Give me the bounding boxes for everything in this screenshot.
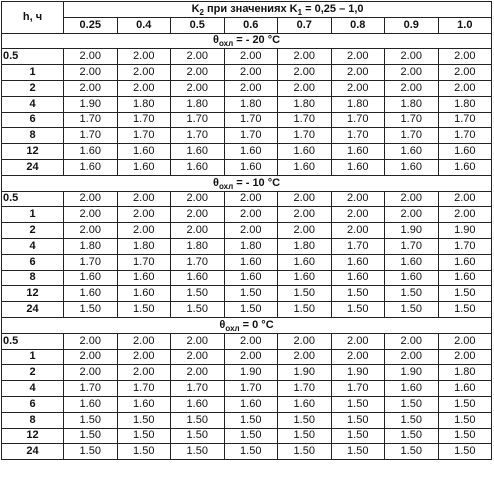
value-cell: 1.50 xyxy=(385,396,439,412)
value-cell: 2.00 xyxy=(385,49,439,65)
value-cell: 1.80 xyxy=(64,238,118,254)
k1-header-cell: 0.9 xyxy=(385,17,439,33)
value-cell: 2.00 xyxy=(385,80,439,96)
value-cell: 1.50 xyxy=(385,302,439,318)
value-cell: 1.80 xyxy=(224,238,278,254)
table-row xyxy=(2,286,492,302)
section-header-row xyxy=(2,33,492,49)
h-value-cell: 6 xyxy=(2,254,64,270)
value-cell: 1.70 xyxy=(224,381,278,397)
table-row xyxy=(2,191,492,207)
value-cell: 1.50 xyxy=(171,428,225,444)
h-value-cell: 1 xyxy=(2,349,64,365)
value-cell: 1.50 xyxy=(117,412,171,428)
value-cell: 2.00 xyxy=(385,333,439,349)
value-cell: 1.50 xyxy=(385,286,439,302)
value-cell: 1.90 xyxy=(278,365,332,381)
value-cell: 2.00 xyxy=(385,65,439,81)
value-cell: 1.50 xyxy=(117,302,171,318)
value-cell: 1.50 xyxy=(224,286,278,302)
value-cell: 1.60 xyxy=(64,286,118,302)
table-row xyxy=(2,96,492,112)
value-cell: 1.60 xyxy=(278,144,332,160)
value-cell: 1.50 xyxy=(438,412,492,428)
value-cell: 2.00 xyxy=(331,223,385,239)
value-cell: 1.60 xyxy=(385,270,439,286)
table-row xyxy=(2,302,492,318)
h-value-cell: 24 xyxy=(2,302,64,318)
value-cell: 1.80 xyxy=(117,238,171,254)
k1-header-cell: 0.6 xyxy=(224,17,278,33)
value-cell: 1.50 xyxy=(331,428,385,444)
value-cell: 2.00 xyxy=(171,207,225,223)
h-value-cell: 2 xyxy=(2,80,64,96)
value-cell: 2.00 xyxy=(64,223,118,239)
value-cell: 2.00 xyxy=(438,65,492,81)
h-value-cell: 6 xyxy=(2,396,64,412)
value-cell: 2.00 xyxy=(224,80,278,96)
value-cell: 1.50 xyxy=(117,428,171,444)
theta-symbol: θ xyxy=(213,176,219,189)
value-cell: 1.70 xyxy=(171,128,225,144)
table-row xyxy=(2,207,492,223)
table-body xyxy=(2,33,492,460)
value-cell: 1.70 xyxy=(117,128,171,144)
value-cell: 2.00 xyxy=(117,349,171,365)
title-k1-sub: 1 xyxy=(297,8,303,18)
value-cell: 2.00 xyxy=(278,49,332,65)
value-cell: 2.00 xyxy=(331,349,385,365)
value-cell: 1.60 xyxy=(385,254,439,270)
value-cell: 1.50 xyxy=(224,412,278,428)
value-cell: 1.70 xyxy=(64,112,118,128)
value-cell: 1.70 xyxy=(438,128,492,144)
theta-symbol: θ xyxy=(213,34,219,47)
value-cell: 2.00 xyxy=(224,333,278,349)
value-cell: 1.50 xyxy=(278,286,332,302)
value-cell: 1.70 xyxy=(64,381,118,397)
h-value-cell: 12 xyxy=(2,144,64,160)
value-cell: 1.60 xyxy=(385,144,439,160)
value-cell: 1.50 xyxy=(171,302,225,318)
value-cell: 2.00 xyxy=(117,80,171,96)
value-cell: 1.60 xyxy=(438,159,492,175)
table-row xyxy=(2,333,492,349)
h-value-cell: 1 xyxy=(2,207,64,223)
table-row xyxy=(2,365,492,381)
h-value-cell: 0.5 xyxy=(2,333,64,349)
value-cell: 1.50 xyxy=(385,444,439,460)
value-cell: 1.60 xyxy=(331,159,385,175)
value-cell: 2.00 xyxy=(117,223,171,239)
k1-header-cell: 0.8 xyxy=(331,17,385,33)
value-cell: 2.00 xyxy=(171,349,225,365)
value-cell: 1.80 xyxy=(438,365,492,381)
value-cell: 1.60 xyxy=(438,144,492,160)
h-value-cell: 12 xyxy=(2,428,64,444)
h-value-cell: 6 xyxy=(2,112,64,128)
value-cell: 1.60 xyxy=(64,144,118,160)
value-cell: 1.70 xyxy=(224,112,278,128)
value-cell: 1.50 xyxy=(224,302,278,318)
k1-header-cell: 0.4 xyxy=(117,17,171,33)
value-cell: 1.70 xyxy=(171,254,225,270)
value-cell: 1.60 xyxy=(385,159,439,175)
value-cell: 1.70 xyxy=(278,128,332,144)
value-cell: 1.60 xyxy=(331,254,385,270)
value-cell: 1.50 xyxy=(171,286,225,302)
value-cell: 1.50 xyxy=(385,412,439,428)
value-cell: 1.70 xyxy=(171,381,225,397)
value-cell: 1.60 xyxy=(117,396,171,412)
table-row xyxy=(2,412,492,428)
table-row xyxy=(2,270,492,286)
value-cell: 1.60 xyxy=(64,396,118,412)
value-cell: 1.60 xyxy=(224,159,278,175)
table-row xyxy=(2,381,492,397)
value-cell: 2.00 xyxy=(117,49,171,65)
value-cell: 2.00 xyxy=(331,333,385,349)
value-cell: 1.50 xyxy=(331,286,385,302)
value-cell: 1.50 xyxy=(224,428,278,444)
value-cell: 2.00 xyxy=(171,49,225,65)
value-cell: 2.00 xyxy=(278,191,332,207)
value-cell: 1.60 xyxy=(278,396,332,412)
value-cell: 1.80 xyxy=(171,96,225,112)
value-cell: 1.80 xyxy=(224,96,278,112)
table-row xyxy=(2,396,492,412)
section-temperature: = - 10 °C xyxy=(233,176,281,189)
table-row xyxy=(2,49,492,65)
value-cell: 1.90 xyxy=(385,365,439,381)
value-cell: 1.70 xyxy=(331,381,385,397)
value-cell: 1.50 xyxy=(171,444,225,460)
theta-subscript: охл xyxy=(218,39,234,49)
value-cell: 2.00 xyxy=(438,80,492,96)
value-cell: 2.00 xyxy=(385,191,439,207)
value-cell: 1.90 xyxy=(331,365,385,381)
value-cell: 1.60 xyxy=(224,270,278,286)
value-cell: 1.50 xyxy=(171,412,225,428)
k2-table xyxy=(1,1,492,460)
value-cell: 1.70 xyxy=(438,238,492,254)
table-row xyxy=(2,349,492,365)
theta-subscript: охл xyxy=(225,324,240,334)
value-cell: 1.50 xyxy=(331,444,385,460)
value-cell: 2.00 xyxy=(224,223,278,239)
value-cell: 1.50 xyxy=(438,286,492,302)
value-cell: 2.00 xyxy=(171,223,225,239)
h-value-cell: 12 xyxy=(2,286,64,302)
value-cell: 1.60 xyxy=(224,144,278,160)
h-value-cell: 0.5 xyxy=(2,191,64,207)
value-cell: 2.00 xyxy=(117,207,171,223)
value-cell: 1.70 xyxy=(171,112,225,128)
value-cell: 1.60 xyxy=(171,270,225,286)
value-cell: 2.00 xyxy=(278,80,332,96)
value-cell: 1.90 xyxy=(438,223,492,239)
value-cell: 1.60 xyxy=(117,144,171,160)
header-row-title xyxy=(2,2,492,18)
table-row xyxy=(2,144,492,160)
value-cell: 2.00 xyxy=(385,207,439,223)
value-cell: 1.60 xyxy=(117,286,171,302)
title-mid: при значениях K xyxy=(203,2,298,15)
value-cell: 1.60 xyxy=(171,159,225,175)
h-value-cell: 8 xyxy=(2,270,64,286)
title-k-sub: 2 xyxy=(199,8,204,18)
value-cell: 1.50 xyxy=(64,412,118,428)
value-cell: 1.60 xyxy=(117,159,171,175)
value-cell: 2.00 xyxy=(278,65,332,81)
value-cell: 1.80 xyxy=(171,238,225,254)
value-cell: 1.50 xyxy=(438,428,492,444)
value-cell: 2.00 xyxy=(278,207,332,223)
section-title xyxy=(2,317,492,333)
value-cell: 1.50 xyxy=(64,444,118,460)
value-cell: 1.70 xyxy=(64,254,118,270)
value-cell: 1.50 xyxy=(278,412,332,428)
value-cell: 2.00 xyxy=(64,349,118,365)
value-cell: 1.70 xyxy=(385,112,439,128)
value-cell: 2.00 xyxy=(117,191,171,207)
value-cell: 1.50 xyxy=(438,396,492,412)
h-column-header xyxy=(2,2,64,34)
value-cell: 1.70 xyxy=(117,254,171,270)
k1-header-cell: 0.5 xyxy=(171,17,225,33)
h-value-cell: 8 xyxy=(2,128,64,144)
h-value-cell: 0.5 xyxy=(2,49,64,65)
value-cell: 1.80 xyxy=(331,96,385,112)
value-cell: 1.50 xyxy=(64,428,118,444)
table-row xyxy=(2,112,492,128)
h-value-cell: 8 xyxy=(2,412,64,428)
section-title xyxy=(2,33,492,49)
table-row xyxy=(2,444,492,460)
value-cell: 1.60 xyxy=(278,159,332,175)
title-range: = 0,25 – 1,0 xyxy=(302,2,364,15)
value-cell: 1.70 xyxy=(331,128,385,144)
value-cell: 1.60 xyxy=(171,144,225,160)
value-cell: 2.00 xyxy=(438,349,492,365)
value-cell: 1.50 xyxy=(64,302,118,318)
value-cell: 1.70 xyxy=(117,381,171,397)
value-cell: 1.60 xyxy=(224,396,278,412)
h-value-cell: 24 xyxy=(2,159,64,175)
value-cell: 1.50 xyxy=(331,412,385,428)
value-cell: 1.70 xyxy=(64,128,118,144)
h-value-cell: 4 xyxy=(2,381,64,397)
value-cell: 1.60 xyxy=(438,254,492,270)
value-cell: 2.00 xyxy=(331,65,385,81)
value-cell: 1.70 xyxy=(117,112,171,128)
value-cell: 2.00 xyxy=(331,80,385,96)
table-row xyxy=(2,428,492,444)
value-cell: 2.00 xyxy=(64,65,118,81)
value-cell: 1.90 xyxy=(224,365,278,381)
section-temperature: = 0 °C xyxy=(239,318,274,331)
value-cell: 2.00 xyxy=(171,80,225,96)
value-cell: 1.70 xyxy=(224,128,278,144)
title-k: K xyxy=(191,2,200,15)
h-value-cell: 24 xyxy=(2,444,64,460)
value-cell: 2.00 xyxy=(64,365,118,381)
value-cell: 2.00 xyxy=(117,365,171,381)
value-cell: 2.00 xyxy=(224,191,278,207)
value-cell: 2.00 xyxy=(64,207,118,223)
value-cell: 1.70 xyxy=(438,112,492,128)
value-cell: 1.50 xyxy=(438,302,492,318)
value-cell: 1.50 xyxy=(331,396,385,412)
value-cell: 1.60 xyxy=(117,270,171,286)
value-cell: 2.00 xyxy=(438,191,492,207)
value-cell: 1.60 xyxy=(224,254,278,270)
value-cell: 2.00 xyxy=(438,333,492,349)
value-cell: 1.70 xyxy=(385,128,439,144)
table-row xyxy=(2,128,492,144)
k1-header-cell: 1.0 xyxy=(438,17,492,33)
h-value-cell: 2 xyxy=(2,223,64,239)
value-cell: 1.50 xyxy=(438,444,492,460)
value-cell: 2.00 xyxy=(64,80,118,96)
value-cell: 2.00 xyxy=(224,65,278,81)
value-cell: 1.60 xyxy=(64,270,118,286)
value-cell: 1.60 xyxy=(64,159,118,175)
value-cell: 1.70 xyxy=(331,238,385,254)
value-cell: 2.00 xyxy=(64,333,118,349)
value-cell: 1.60 xyxy=(331,144,385,160)
value-cell: 1.80 xyxy=(438,96,492,112)
value-cell: 2.00 xyxy=(64,191,118,207)
h-value-cell: 2 xyxy=(2,365,64,381)
section-header-row xyxy=(2,175,492,191)
k1-header-cell: 0.25 xyxy=(64,17,118,33)
value-cell: 2.00 xyxy=(171,365,225,381)
value-cell: 1.80 xyxy=(385,96,439,112)
value-cell: 1.80 xyxy=(278,96,332,112)
value-cell: 1.70 xyxy=(278,381,332,397)
value-cell: 1.60 xyxy=(171,396,225,412)
value-cell: 1.60 xyxy=(438,270,492,286)
value-cell: 2.00 xyxy=(64,49,118,65)
value-cell: 2.00 xyxy=(331,207,385,223)
value-cell: 1.70 xyxy=(331,112,385,128)
table-title xyxy=(64,2,492,18)
value-cell: 1.80 xyxy=(278,238,332,254)
value-cell: 2.00 xyxy=(278,349,332,365)
value-cell: 2.00 xyxy=(224,49,278,65)
section-header-row xyxy=(2,317,492,333)
h-label: h, ч xyxy=(22,10,43,23)
theta-symbol: θ xyxy=(219,318,226,331)
value-cell: 2.00 xyxy=(278,223,332,239)
value-cell: 1.90 xyxy=(385,223,439,239)
value-cell: 1.50 xyxy=(278,428,332,444)
value-cell: 2.00 xyxy=(385,349,439,365)
value-cell: 2.00 xyxy=(224,349,278,365)
table-row xyxy=(2,238,492,254)
value-cell: 1.70 xyxy=(385,238,439,254)
table-row xyxy=(2,65,492,81)
h-value-cell: 4 xyxy=(2,238,64,254)
value-cell: 1.50 xyxy=(331,302,385,318)
table-row xyxy=(2,223,492,239)
value-cell: 2.00 xyxy=(117,65,171,81)
value-cell: 2.00 xyxy=(331,191,385,207)
value-cell: 1.60 xyxy=(438,381,492,397)
value-cell: 1.60 xyxy=(331,270,385,286)
value-cell: 2.00 xyxy=(171,191,225,207)
value-cell: 2.00 xyxy=(438,49,492,65)
section-temperature: = - 20 °C xyxy=(233,34,281,47)
value-cell: 2.00 xyxy=(171,65,225,81)
k1-header-cell: 0.7 xyxy=(278,17,332,33)
value-cell: 1.50 xyxy=(385,428,439,444)
value-cell: 2.00 xyxy=(278,333,332,349)
value-cell: 1.50 xyxy=(224,444,278,460)
h-value-cell: 1 xyxy=(2,65,64,81)
h-value-cell: 4 xyxy=(2,96,64,112)
value-cell: 2.00 xyxy=(438,207,492,223)
header-row-k1 xyxy=(2,17,492,33)
value-cell: 1.50 xyxy=(117,444,171,460)
value-cell: 2.00 xyxy=(331,49,385,65)
value-cell: 1.60 xyxy=(385,381,439,397)
table-row xyxy=(2,159,492,175)
value-cell: 1.90 xyxy=(64,96,118,112)
value-cell: 1.50 xyxy=(278,444,332,460)
section-title xyxy=(2,175,492,191)
table-row xyxy=(2,80,492,96)
value-cell: 2.00 xyxy=(117,333,171,349)
value-cell: 1.80 xyxy=(117,96,171,112)
value-cell: 2.00 xyxy=(224,207,278,223)
value-cell: 1.70 xyxy=(278,112,332,128)
value-cell: 1.60 xyxy=(278,254,332,270)
value-cell: 1.60 xyxy=(278,270,332,286)
value-cell: 2.00 xyxy=(171,333,225,349)
theta-subscript: охл xyxy=(218,181,234,191)
value-cell: 1.50 xyxy=(278,302,332,318)
table-row xyxy=(2,254,492,270)
